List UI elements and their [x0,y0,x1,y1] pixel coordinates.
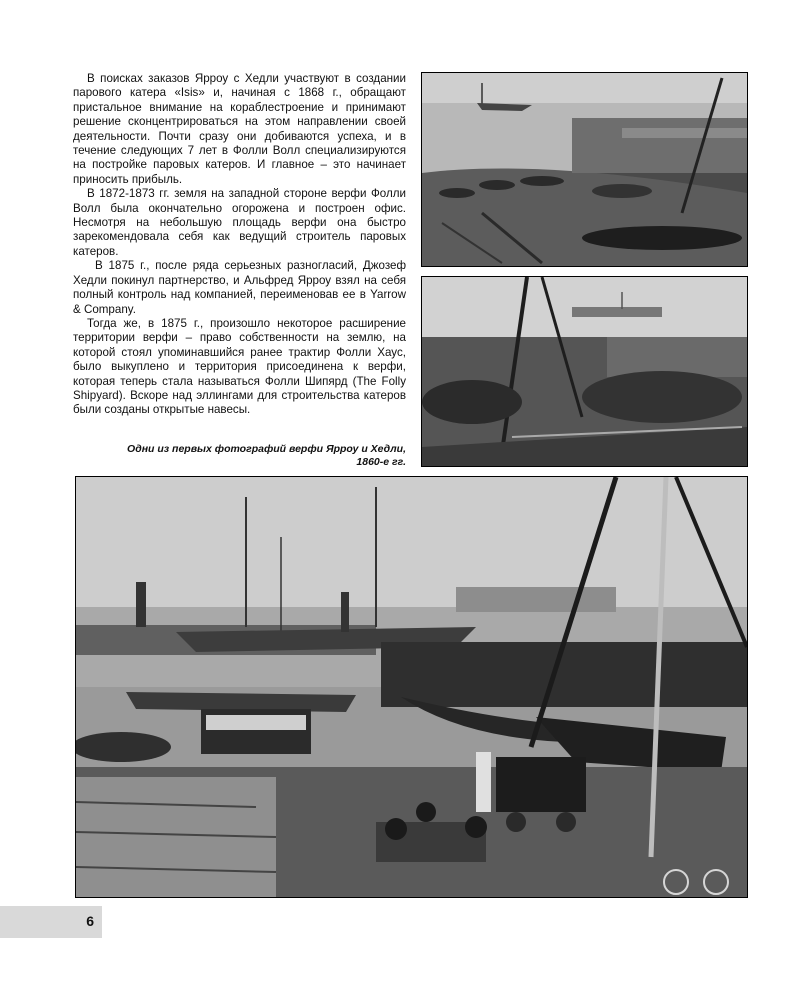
caption-line: Одни из первых фотографий верфи Ярроу и Хедли, [127,443,406,455]
paragraph: Тогда же, в 1875 г., произошло некоторое расширение территории верфи – право собственности на землю, на которой стоял упоминавшийся ранее трактир Фолли Хаус, было выкуплено и территория присоединена к верфи, которая теперь стала называться Фолли Шипярд (The Folly Shipyard). Вскоре над эллингами для строительства катеров были созданы открытые навесы. [73,316,406,417]
article-text [73,72,406,418]
shipyard-photo-3 [75,476,748,898]
paragraph: В 1872-1873 гг. земля на западной стороне верфи Фолли Волл была окончательно огорожена и построен офис. Несмотря на небольшую площадь верфи она быстро зарекомендовала себя как ведущий строитель паровых катеров. [73,187,406,258]
page-number: 6 [86,913,94,929]
caption-line: 1860-е гг. [356,456,406,468]
shipyard-photo-1 [421,72,748,267]
page-number-tab [0,906,102,938]
photo-illustration [76,477,747,897]
paragraph: В поисках заказов Ярроу с Хедли участвуют в создании парового катера «Isis» и, начиная с 1868 г., обращают пристальное внимание на кораблестроение и принимают решение сконцентрироваться на этом направлении своей деятельности. Почти сразу они добиваются успеха, и в течение следующих 7 лет в Фолли Волл специализируются на постройке паровых катеров. И главное – это начинает приносить прибыль. [73,72,406,186]
photo-illustration [422,277,747,466]
shipyard-photo-2 [421,276,748,467]
paragraph: В 1875 г., после ряда серьезных разногласий, Джозеф Хедли покинул партнерство, и Альфред Ярроу взял на себя полный контроль над компанией, переименовав ее в Yarrow & Company. [73,259,406,316]
photo-illustration [422,73,747,266]
photo-caption [76,443,406,469]
